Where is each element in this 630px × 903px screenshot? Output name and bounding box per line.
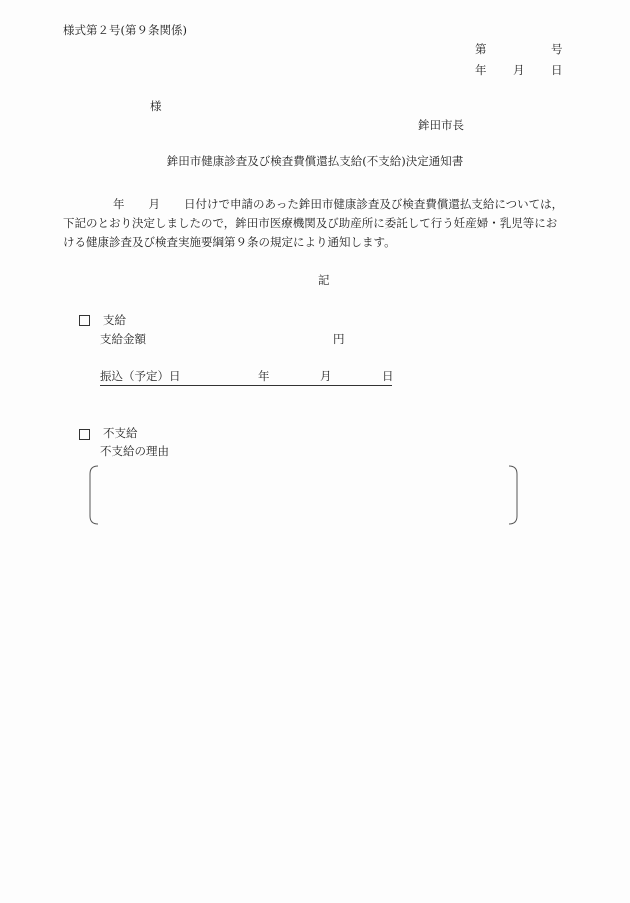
body-line-2: 下記のとおり決定しましたので，鉾田市医療機関及び助産所に委託して行う妊産婦・乳児等にお (63, 216, 558, 230)
issue-date-month: 月 (513, 63, 525, 77)
issue-date-year: 年 (475, 63, 487, 77)
body-line-1-text: 日付けで申請のあった鉾田市健康診査及び検査費償還払支給については， (184, 197, 564, 211)
issuer-name: 鉾田市長 (418, 118, 464, 132)
body-year: 年 (113, 197, 125, 211)
document-title: 鉾田市健康診査及び検査費償還払支給(不支給)決定通知書 (166, 154, 464, 168)
nonpayment-reason-label: 不支給の理由 (100, 444, 169, 458)
body-paragraph (63, 195, 586, 252)
transfer-date-field[interactable] (100, 371, 392, 386)
body-line-1 (63, 195, 586, 214)
payment-option-label: 支給 (103, 313, 126, 327)
nonpayment-checkbox[interactable] (79, 429, 90, 440)
reference-go: 号 (551, 42, 563, 56)
reference-dai: 第 (475, 42, 487, 56)
reason-brackets-icon (89, 465, 518, 525)
transfer-date-day: 日 (382, 369, 394, 383)
transfer-date-month: 月 (320, 369, 332, 383)
body-line-3: ける健康診査及び検査実施要綱第９条の規定により通知します。 (63, 235, 396, 249)
transfer-date-year: 年 (258, 369, 270, 383)
nonpayment-reason-field[interactable] (89, 465, 518, 525)
transfer-date-label: 振込（予定）日 (100, 369, 181, 383)
payment-amount-unit: 円 (333, 332, 345, 346)
payment-checkbox[interactable] (79, 315, 90, 326)
nonpayment-option-label: 不支給 (103, 426, 138, 440)
ki-heading: 記 (318, 273, 330, 287)
addressee-suffix: 様 (150, 99, 162, 113)
body-month: 月 (148, 197, 160, 211)
payment-amount-label: 支給金額 (100, 332, 146, 346)
form-number: 様式第２号(第９条関係) (63, 23, 187, 37)
issue-date-day: 日 (551, 63, 563, 77)
